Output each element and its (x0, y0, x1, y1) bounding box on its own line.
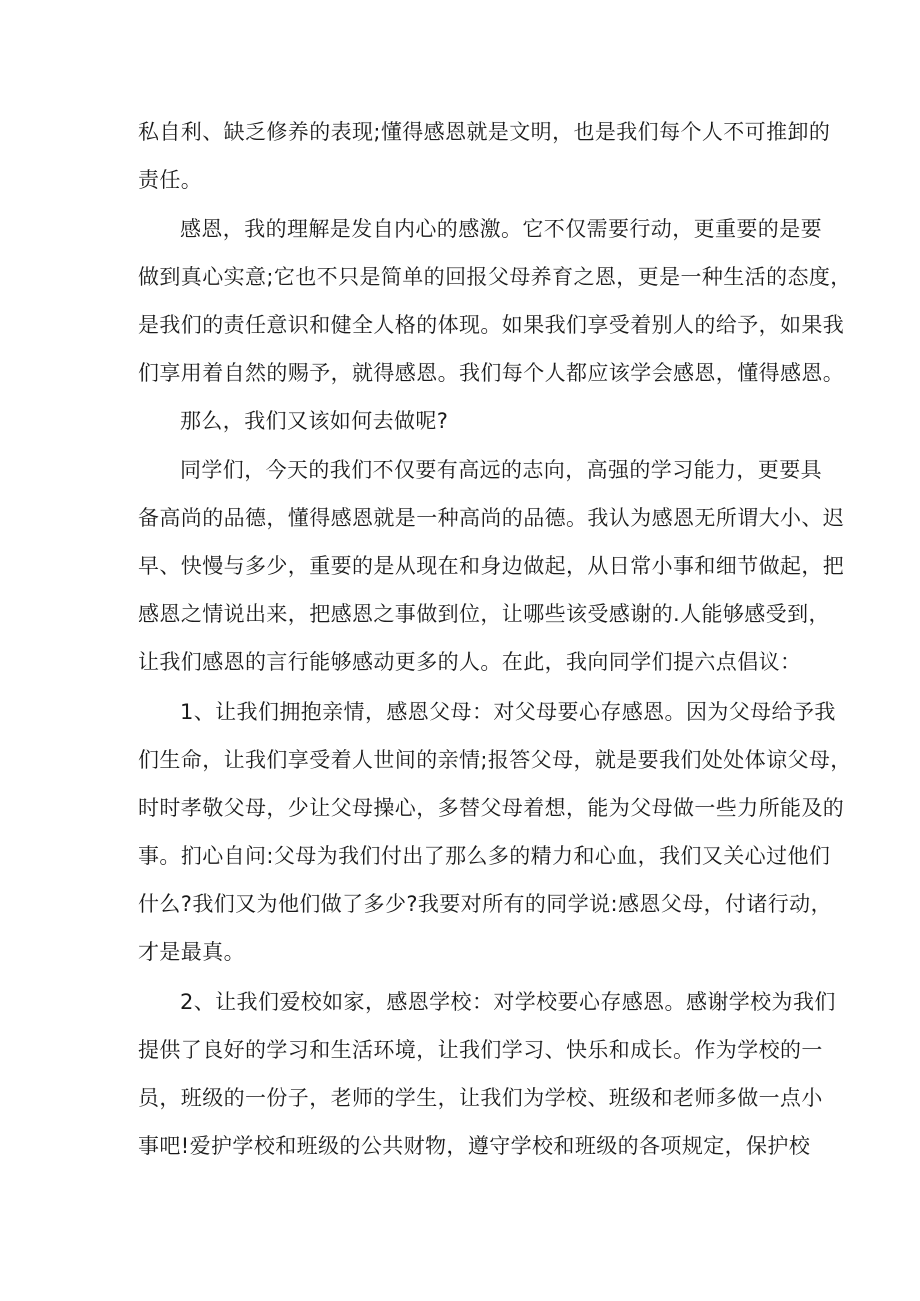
paragraph-start-line: 那么，我们又该如何去做呢? (180, 409, 449, 433)
paragraph-start-line: 同学们，今天的我们不仅要有高远的志向，高强的学习能力，更要具 (180, 458, 822, 482)
text-line: 让我们感恩的言行能够感动更多的人。在此，我向同学们提六点倡议： (138, 650, 802, 674)
text-line: 什么?我们又为他们做了多少?我要对所有的同学说:感恩父母，付诸行动， (138, 892, 832, 916)
text-line: 事吧!爱护学校和班级的公共财物，遵守学校和班级的各项规定，保护校 (138, 1134, 811, 1158)
paragraph-start-line: 1、让我们拥抱亲情，感恩父母：对父母要心存感恩。因为父母给予我 (180, 700, 836, 724)
text-line: 私自利、缺乏修养的表现;懂得感恩就是文明，也是我们每个人不可推卸的 (138, 120, 831, 144)
text-line: 们享用着自然的赐予，就得感恩。我们每个人都应该学会感恩，懂得感恩。 (138, 361, 845, 385)
text-line: 们生命，让我们享受着人世间的亲情;报答父母，就是要我们处处体谅父母， (138, 748, 852, 772)
text-line: 是我们的责任意识和健全人格的体现。如果我们享受着别人的给予，如果我 (138, 313, 845, 337)
text-line: 责任。 (138, 168, 203, 192)
text-line: 提供了良好的学习和生活环境，让我们学习、快乐和成长。作为学校的一 (138, 1038, 823, 1062)
paragraph-start-line: 感恩，我的理解是发自内心的感激。它不仅需要行动，更重要的是要 (180, 217, 822, 241)
text-line: 事。扪心自问:父母为我们付出了那么多的精力和心血，我们又关心过他们 (138, 844, 831, 868)
paragraph-start-line: 2、让我们爱校如家，感恩学校：对学校要心存感恩。感谢学校为我们 (180, 990, 836, 1014)
text-line: 感恩之情说出来，把感恩之事做到位，让哪些该受感谢的.人能够感受到， (138, 602, 830, 626)
text-line: 备高尚的品德，懂得感恩就是一种高尚的品德。我认为感恩无所谓大小、迟 (138, 506, 845, 530)
text-line: 做到真心实意;它也不只是简单的回报父母养育之恩，更是一种生活的态度， (138, 265, 852, 289)
text-line: 员，班级的一份子，老师的学生，让我们为学校、班级和老师多做一点小 (138, 1086, 823, 1110)
text-line: 时时孝敬父母，少让父母操心，多替父母着想，能为父母做一些力所能及的 (138, 796, 845, 820)
text-line: 早、快慢与多少，重要的是从现在和身边做起，从日常小事和细节做起，把 (138, 554, 845, 578)
text-line: 才是最真。 (138, 940, 245, 964)
